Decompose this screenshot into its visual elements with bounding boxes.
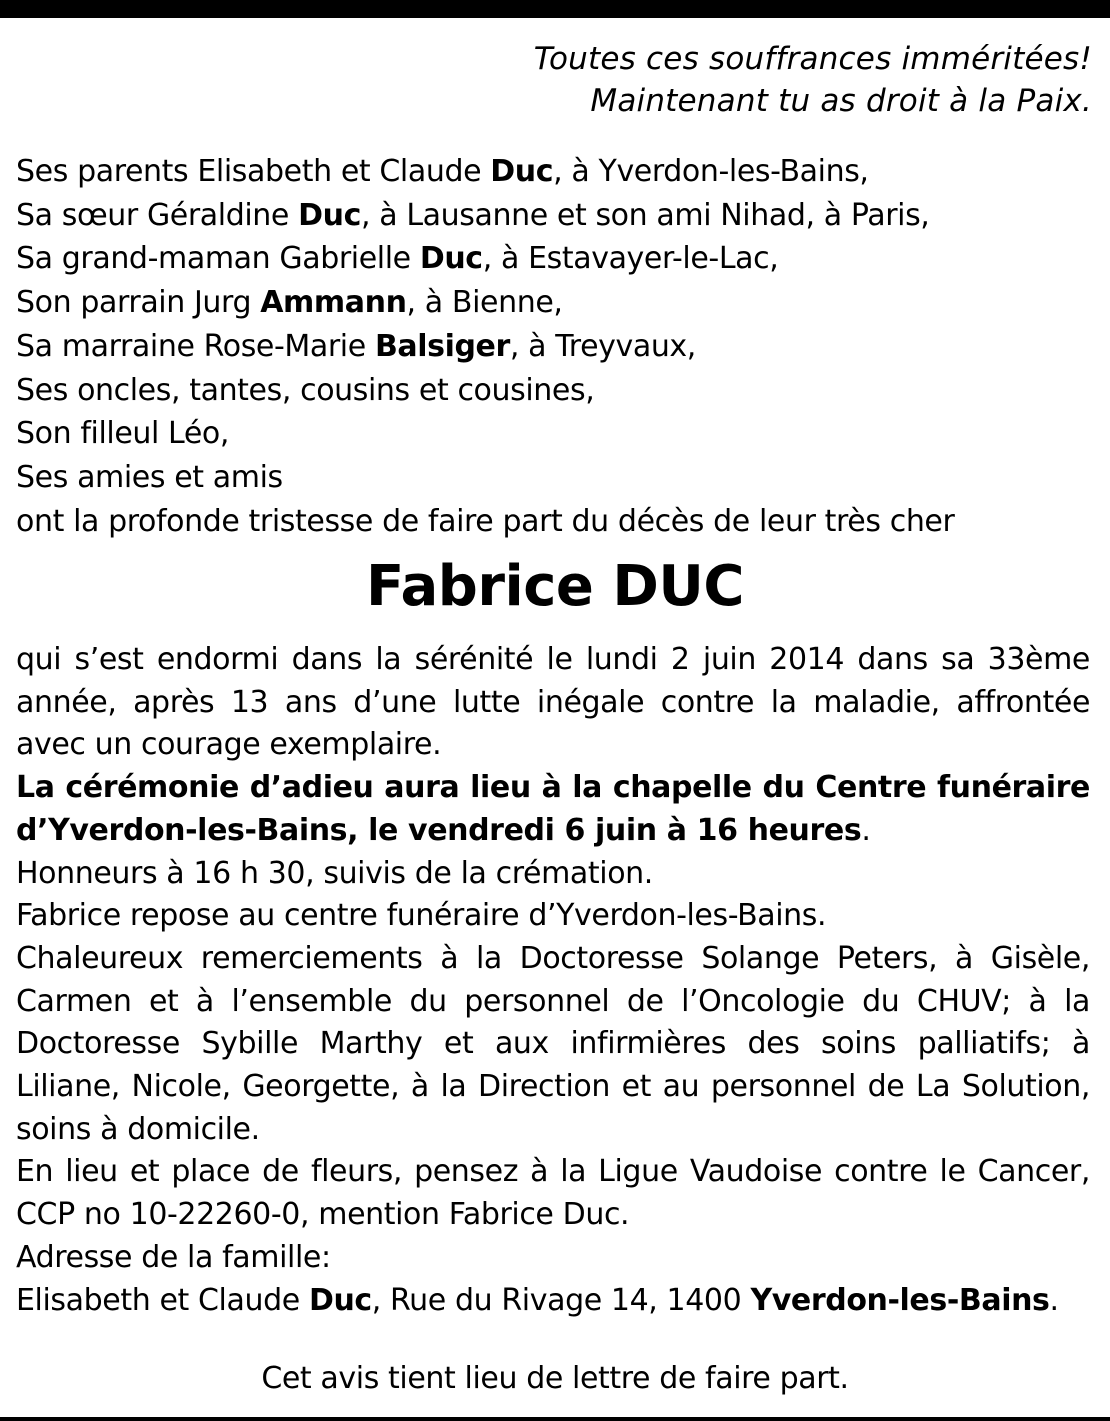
- family-text: Sa grand-maman Gabrielle: [16, 241, 420, 277]
- family-address: [16, 1280, 1090, 1323]
- thanks-paragraph: Chaleureux remerciements à la Doctoresse Solange Peters, à Gisèle, Carmen et à l’ensemble du personnel de l’Oncologie du CHUV; à la Doctoresse Sybille Marthy et aux infirmières des soins palliatifs; à Liliane, Nicole, Georgette, à la Direction et au personnel de La Solution, soins à domicile.: [16, 940, 1090, 1147]
- address-names: Elisabeth et Claude: [16, 1282, 309, 1318]
- top-rule: [0, 0, 1110, 18]
- address-city: Yverdon-les-Bains: [750, 1282, 1050, 1318]
- address-street: , Rue du Rivage 14, 1400: [371, 1282, 751, 1318]
- address-surname: Duc: [308, 1282, 372, 1318]
- family-line: [16, 194, 954, 238]
- deceased-name: Fabrice DUC: [366, 554, 744, 619]
- family-line: [16, 237, 954, 281]
- family-line: Son filleul Léo,: [16, 416, 229, 452]
- family-surname: Balsiger: [374, 328, 510, 364]
- family-line: [16, 281, 954, 325]
- family-list: [16, 150, 954, 543]
- obituary-body: [16, 639, 1090, 1322]
- family-surname: Ammann: [260, 285, 407, 321]
- family-text: , à Treyvaux,: [509, 328, 696, 364]
- family-text: , à Lausanne et son ami Nihad, à Paris,: [360, 197, 930, 233]
- family-text: Son parrain Jurg: [16, 285, 261, 321]
- ceremony-end: .: [861, 812, 871, 848]
- family-text: Sa sœur Géraldine: [16, 197, 299, 233]
- death-paragraph: qui s’est endormi dans la sérénité le lundi 2 juin 2014 dans sa 33ème année, après 13 ans d’une lutte inégale contre la maladie, affrontée avec un courage exemplaire.: [16, 642, 1090, 763]
- family-text: , à Estavayer-le-Lac,: [482, 241, 779, 277]
- family-surname: Duc: [490, 154, 554, 189]
- epigraph-line: Maintenant tu as droit à la Paix.: [590, 83, 1092, 119]
- ceremony-details: La cérémonie d’adieu aura lieu à la chapelle du Centre funéraire d’Yverdon-les-Bains, le vendredi 6 juin à 16 heures: [16, 770, 1090, 848]
- epigraph: [534, 38, 1092, 122]
- announcement-line: ont la profonde tristesse de faire part du décès de leur très cher: [16, 503, 955, 539]
- address-label: Adresse de la famille:: [16, 1239, 331, 1275]
- bottom-rule: [0, 1417, 1110, 1421]
- family-text: , à Yverdon-les-Bains,: [553, 154, 869, 189]
- family-line: [16, 150, 954, 194]
- family-surname: Duc: [419, 241, 483, 277]
- donation-paragraph: En lieu et place de fleurs, pensez à la Ligue Vaudoise contre le Cancer, CCP no 10-22260-0, mention Fabrice Duc.: [16, 1154, 1090, 1233]
- family-line: Ses oncles, tantes, cousins et cousines,: [16, 372, 595, 408]
- family-line: [16, 325, 954, 369]
- ceremony-paragraph: [16, 767, 1090, 852]
- address-end: .: [1049, 1282, 1059, 1318]
- honours-line: Honneurs à 16 h 30, suivis de la crémation.: [16, 855, 653, 891]
- closing-note: Cet avis tient lieu de lettre de faire part.: [261, 1361, 849, 1396]
- family-line: Ses amies et amis: [16, 459, 283, 495]
- epigraph-line: Toutes ces souffrances imméritées!: [533, 41, 1092, 77]
- family-text: Sa marraine Rose-Marie: [16, 328, 375, 364]
- rests-line: Fabrice repose au centre funéraire d’Yverdon-les-Bains.: [16, 898, 827, 934]
- family-text: , à Bienne,: [406, 285, 563, 321]
- family-text: Ses parents Elisabeth et Claude: [16, 154, 491, 189]
- family-surname: Duc: [298, 197, 361, 233]
